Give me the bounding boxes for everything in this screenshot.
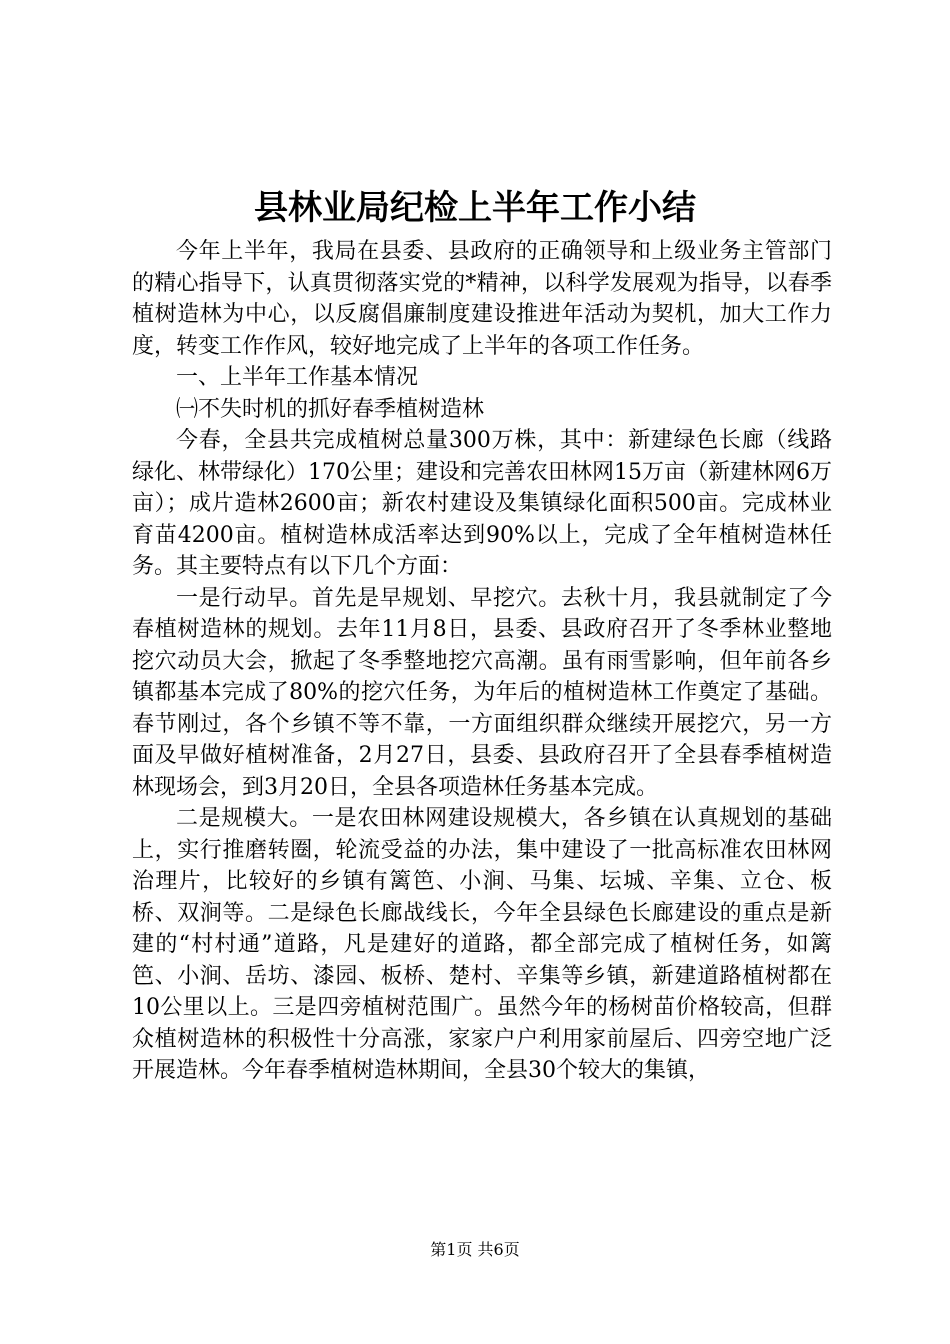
paragraph-spring-planting: 今春，全县共完成植树总量300万株，其中：新建绿色长廊（线路绿化、林带绿化）170公里；建设和完善农田林网15万亩（新建林网6万亩）；成片造林2600亩；新农村建设及集镇绿化面积500亩。完成林业育苗4200亩。植树造林成活率达到90%以上，完成了全年植树造林任务。其主要特点有以下几个方面： (132, 428, 832, 579)
paragraph-large-scale: 二是规模大。一是农田林网建设规模大，各乡镇在认真规划的基础上，实行推磨转圈，轮流受益的办法，集中建设了一批高标准农田林网治理片，比较好的乡镇有篱笆、小涧、马集、坛城、辛集、立仓、板桥、双涧等。二是绿色长廊战线长，今年全县绿色长廊建设的重点是新建的“村村通”道路，凡是建好的道路，都全部完成了植树任务，如篱笆、小涧、岳坊、漆园、板桥、楚村、辛集等乡镇，新建道路植树都在10公里以上。三是四旁植树范围广。虽然今年的杨树苗价格较高，但群众植树造林的积极性十分高涨，家家户户利用家前屋后、四旁空地广泛开展造林。今年春季植树造林期间，全县30个较大的集镇， (132, 806, 832, 1083)
document-title: 县林业局纪检上半年工作小结 (254, 188, 696, 228)
paragraph-intro: 今年上半年，我局在县委、县政府的正确领导和上级业务主管部门的精心指导下，认真贯彻落实党的*精神，以科学发展观为指导，以春季植树造林为中心，以反腐倡廉制度建设推进年活动为契机，加大工作力度，转变工作作风，较好地完成了上半年的各项工作任务。 (132, 239, 832, 359)
paragraph-early-action: 一是行动早。首先是早规划、早挖穴。去秋十月，我县就制定了今春植树造林的规划。去年11月8日，县委、县政府召开了冬季林业整地挖穴动员大会，掀起了冬季整地挖穴高潮。虽有雨雪影响，但年前各乡镇都基本完成了80%的挖穴任务，为年后的植树造林工作奠定了基础。春节刚过，各个乡镇不等不靠，一方面组织群众继续开展挖穴，另一方面及早做好植树准备，2月27日，县委、县政府召开了全县春季植树造林现场会，到3月20日，全县各项造林任务基本完成。 (132, 585, 832, 800)
document-body (132, 236, 832, 1087)
subsection-heading-1: ㈠不失时机的抓好春季植树造林 (176, 396, 485, 422)
section-heading-1: 一、上半年工作基本情况 (176, 365, 419, 390)
page-footer: 第1页 共6页 (430, 1240, 520, 1259)
